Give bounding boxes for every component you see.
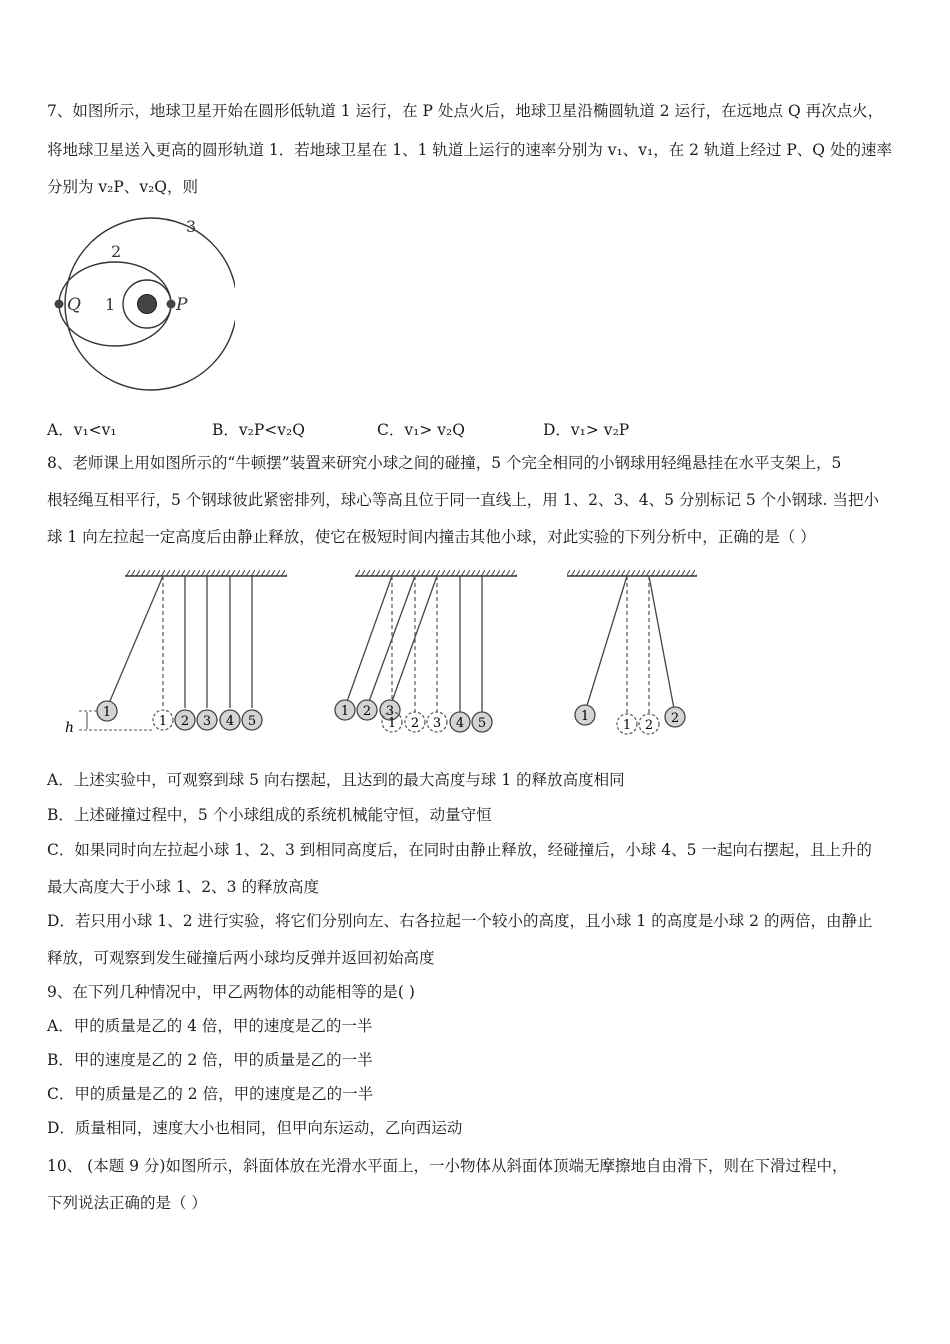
q8-stem-line-3: 球 1 向左拉起一定高度后由静止释放，使它在极短时间内撞击其他小球，对此实验的下列分析中，正确的是（ ） <box>47 528 816 546</box>
q7-stem-line-3: 分别为 v₂P、v₂Q，则 <box>47 178 199 196</box>
ball-label-2: 2 <box>670 711 680 726</box>
label-3: 3 <box>186 217 197 236</box>
ball-label-2-rest: 2 <box>644 718 654 733</box>
q8-stem-line-2: 根轻绳互相平行，5 个钢球彼此紧密排列，球心等高且位于同一直线上，用 1、2、3、4、5 分别标记 5 个小钢球. 当把小 <box>47 491 880 509</box>
ball-label-5: 5 <box>247 714 257 729</box>
label-2: 2 <box>111 242 122 261</box>
q8-option-c-line-2: 最大高度大于小球 1、2、3 的释放高度 <box>47 878 319 896</box>
ball-label-2: 2 <box>180 714 190 729</box>
ball-label-2: 2 <box>362 704 372 719</box>
q8-option-c-line-1: C．如果同时向左拉起小球 1、2、3 到相同高度后，在同时由静止释放，经碰撞后，小球 4、5 一起向右摆起，且上升的 <box>47 841 872 859</box>
ball-label-1: 1 <box>340 704 350 719</box>
ball-label-4: 4 <box>455 716 465 731</box>
q10-stem-line-2: 下列说法正确的是（ ） <box>47 1194 207 1212</box>
ball-label-3: 3 <box>385 704 395 719</box>
ball-label-1-rest: 1 <box>387 716 397 731</box>
label-1: 1 <box>105 295 116 314</box>
point-q <box>55 300 64 309</box>
q9-option-a: A．甲的质量是乙的 4 倍，甲的速度是乙的一半 <box>47 1017 373 1035</box>
q8-option-a: A．上述实验中，可观察到球 5 向右摆起，且达到的最大高度与球 1 的释放高度相同 <box>47 771 625 789</box>
q7-option-a: A．v₁<v₁ <box>47 421 117 439</box>
q9-stem: 9、在下列几种情况中，甲乙两物体的动能相等的是( ) <box>47 983 415 1001</box>
q7-stem-line-1: 7、如图所示，地球卫星开始在圆形低轨道 1 运行，在 P 处点火后，地球卫星沿椭圆轨道 2 运行，在远地点 Q 再次点火， <box>47 102 884 120</box>
ball-label-3: 3 <box>202 714 212 729</box>
ball-label-1: 1 <box>102 705 112 720</box>
cradle-panel-2 <box>335 570 517 732</box>
cradle-panel-1 <box>65 570 287 736</box>
cradle-panel-3 <box>567 570 697 734</box>
q9-option-c: C．甲的质量是乙的 2 倍，甲的速度是乙的一半 <box>47 1085 374 1103</box>
q9-option-b: B．甲的速度是乙的 2 倍，甲的质量是乙的一半 <box>47 1051 373 1069</box>
height-label: h <box>65 720 75 736</box>
q9-option-d: D．质量相同，速度大小也相同，但甲向东运动，乙向西运动 <box>47 1119 463 1137</box>
ball-label-5: 5 <box>477 716 487 731</box>
ball-label-1-rest: 1 <box>622 718 632 733</box>
newton-cradle-figure <box>55 562 715 752</box>
q7-option-c: C．v₁> v₂Q <box>377 421 465 439</box>
ball-label-1: 1 <box>580 709 590 724</box>
label-q: Q <box>67 295 81 315</box>
point-p <box>167 300 176 309</box>
ball-label-4: 4 <box>225 714 235 729</box>
label-p: P <box>176 295 188 315</box>
q7-stem-line-2: 将地球卫星送入更高的圆形轨道 1．若地球卫星在 1、1 轨道上运行的速率分别为 v₁、v₁，在 2 轨道上经过 P、Q 处的速率 <box>47 141 892 159</box>
q8-option-b: B．上述碰撞过程中，5 个小球组成的系统机械能守恒，动量守恒 <box>47 806 492 824</box>
ball-label-1-rest: 1 <box>158 714 168 729</box>
q8-option-d-line-2: 释放，可观察到发生碰撞后两小球均反弹并返回初始高度 <box>47 949 435 967</box>
q10-stem-line-1: 10、 (本题 9 分)如图所示，斜面体放在光滑水平面上，一小物体从斜面体顶端无摩擦地自由滑下，则在下滑过程中， <box>47 1157 848 1175</box>
q7-option-b: B．v₂P<v₂Q <box>212 421 305 439</box>
q7-option-d: D．v₁> v₂P <box>543 421 630 439</box>
ball-label-2-rest: 2 <box>410 716 420 731</box>
q8-option-d-line-1: D．若只用小球 1、2 进行实验，将它们分别向左、右各拉起一个较小的高度，且小球 1 的高度是小球 2 的两倍，由静止 <box>47 912 873 930</box>
orbit-diagram <box>45 212 235 397</box>
earth <box>138 295 157 314</box>
ball-label-3-rest: 3 <box>432 716 442 731</box>
q8-stem-line-1: 8、老师课上用如图所示的“牛顿摆”装置来研究小球之间的碰撞，5 个完全相同的小钢球用轻绳悬挂在水平支架上，5 <box>47 454 842 472</box>
